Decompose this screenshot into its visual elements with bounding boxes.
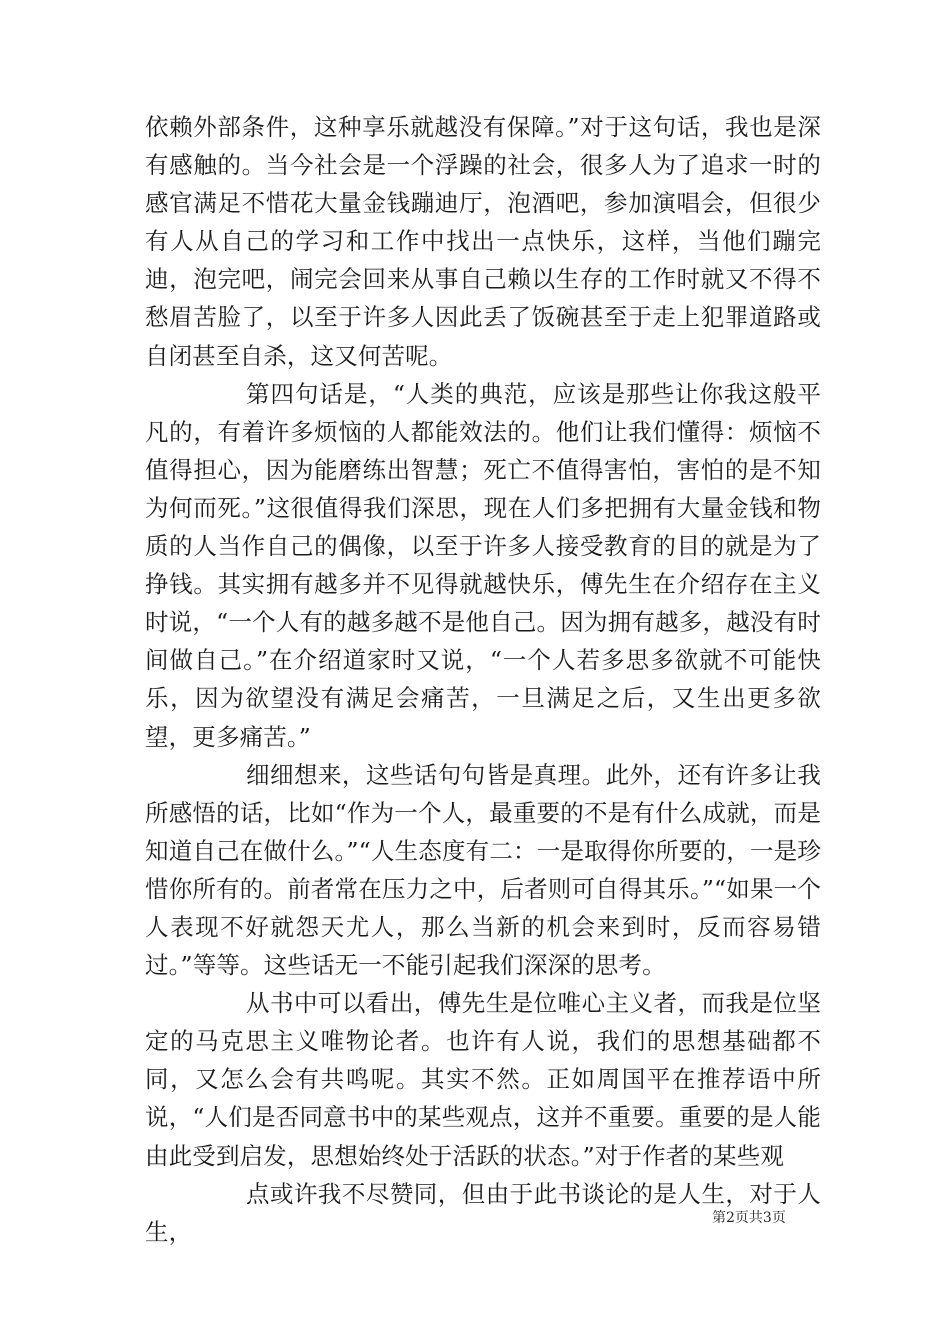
paragraph-1: 依赖外部条件，这种享乐就越没有保障。”对于这句话，我也是深有感触的。当今社会是一个浮躁的社会，很多人为了追求一时的感官满足不惜花大量金钱蹦迪厅，泡酒吧，参加演唱会，但很少有人从自己的学习和工作中找出一点快乐，这样，当他们蹦完迪，泡完吧，闹完会回来从事自己赖以生存的工作时就又不得不愁眉苦脸了，以至于许多人因此丢了饭碗甚至于走上犯罪道路或自闭甚至自杀，这又何苦呢。 bbox=[145, 113, 821, 370]
paragraph-5: 点或许我不尽赞同，但由于此书谈论的是人生，对于人生， bbox=[145, 1179, 821, 1246]
body-text bbox=[145, 108, 821, 1251]
paragraph-2: 第四句话是，“人类的典范，应该是那些让你我这般平凡的，有着许多烦恼的人都能效法的。他们让我们懂得：烦恼不值得担心，因为能磨练出智慧；死亡不值得害怕，害怕的是不知为何而死。”这很值得我们深思，现在人们多把拥有大量金钱和物质的人当作自己的偶像，以至于许多人接受教育的目的就是为了挣钱。其实拥有越多并不见得就越快乐，傅先生在介绍存在主义时说，“一个人有的越多越不是他自己。因为拥有越多，越没有时间做自己。”在介绍道家时又说，“一个人若多思多欲就不可能快乐，因为欲望没有满足会痛苦，一旦满足之后，又生出更多欲望，更多痛苦。” bbox=[145, 379, 821, 751]
paragraph-3: 细细想来，这些话句句皆是真理。此外，还有许多让我所感悟的话，比如“作为一个人，最重要的不是有什么成就，而是知道自己在做什么。”“人生态度有二：一是取得你所要的，一是珍惜你所有的。前者常在压力之中，后者则可自得其乐。”“如果一个人表现不好就怨天尤人，那么当新的机会来到时，反而容易错过。”等等。这些话无一不能引起我们深深的思考。 bbox=[145, 760, 821, 980]
page-number: 第2页共3页 bbox=[712, 1210, 786, 1226]
paragraph-4: 从书中可以看出，傅先生是位唯心主义者，而我是位坚定的马克思主义唯物论者。也许有人说，我们的思想基础都不同，又怎么会有共鸣呢。其实不然。正如周国平在推荐语中所说，“人们是否同意书中的某些观点，这并不重要。重要的是人能由此受到启发，思想始终处于活跃的状态。”对于作者的某些观 bbox=[145, 989, 821, 1170]
